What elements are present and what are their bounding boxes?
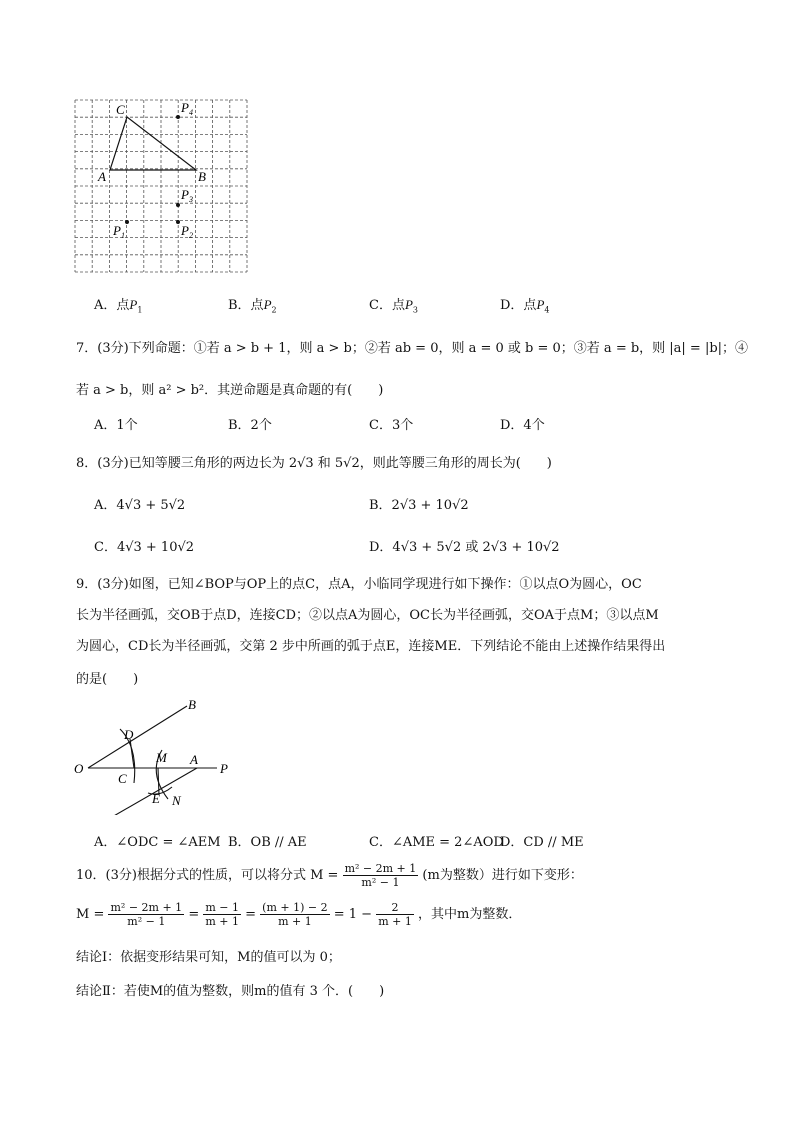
ray-ob [88, 706, 187, 768]
label-p4: $P_4$ [181, 100, 193, 117]
label-d: D [124, 727, 134, 742]
fraction-m-def: $\frac{\text{m² − 2m + 1}}{\text{m² − 1}}$ [344, 862, 417, 889]
label-p2: $P_2$ [181, 223, 193, 240]
q7-option-c[interactable]: C．3个 [369, 418, 414, 433]
q9-option-d[interactable]: D．CD // ME [500, 835, 584, 850]
q9-option-c[interactable]: C．∠AME = 2∠AOD [369, 835, 504, 850]
q10-stem-line1: 10．(3分)根据分式的性质，可以将分式 M = $\frac{\text{m² − 2m + 1}}{\text{m² − 1}}$ (m为整数）进行如下变形： [76, 862, 583, 889]
point-p4 [176, 115, 180, 119]
fraction-step3: $\frac{(m + 1) - 2}{m + 1}$ [262, 901, 328, 928]
fraction-step1: $\frac{\text{m² − 2m + 1}}{\text{m² − 1}}$ [110, 901, 183, 928]
q7-stem-line2: 若 a > b，则 a² > b²．其逆命题是真命题的有( ) [76, 383, 384, 398]
label-m: M [156, 750, 167, 765]
q10-stem-line2: M = $\frac{\text{m² − 2m + 1}}{\text{m² − 1}}$ = $\frac{m - 1}{m + 1}$ = $\frac{(m + 1) - 2}{m + 1}$ = 1 − $\frac{2}{m + 1}$ ，其中m为整数． [76, 901, 522, 928]
fraction-step4: $\frac{2}{m + 1}$ [378, 901, 412, 928]
point-p1 [125, 220, 129, 224]
label-a: A [98, 169, 106, 184]
label-c: C [118, 771, 127, 786]
q8-stem: 8．(3分)已知等腰三角形的两边长为 2√3 和 5√2，则此等腰三角形的周长为( ) [76, 456, 552, 471]
label-e: E [152, 791, 160, 806]
triangle-abc [110, 117, 196, 170]
label-p: P [220, 761, 228, 776]
q9-stem-line1: 9．(3分)如图，已知∠BOP与OP上的点C，点A，小临同学现进行如下操作：①以点O为圆心，OC [76, 577, 642, 592]
q7-option-d[interactable]: D．4个 [500, 418, 545, 433]
q8-option-d[interactable]: D．4√3 + 5√2 或 2√3 + 10√2 [369, 540, 560, 555]
q8-option-a[interactable]: A．4√3 + 5√2 [94, 498, 186, 513]
q8-option-b[interactable]: B．2√3 + 10√2 [369, 498, 469, 513]
point-p2 [176, 220, 180, 224]
label-p1: $P_1$ [113, 223, 125, 240]
label-b: B [198, 169, 206, 184]
label-b: B [188, 697, 196, 712]
q6-option-d[interactable]: D．点$P_4$ [500, 297, 550, 315]
label-n: N [172, 793, 181, 808]
q9-option-b[interactable]: B．OB // AE [228, 835, 307, 850]
q7-option-b[interactable]: B．2个 [228, 418, 272, 433]
q7-option-a[interactable]: A．1个 [94, 418, 138, 433]
q9-stem-line3: 为圆心，CD长为半径画弧，交第 2 步中所画的弧于点E，连接ME．下列结论不能由上述操作结果得出 [76, 639, 666, 654]
point-p3 [176, 203, 180, 207]
q6-option-a[interactable]: A．点$P_1$ [94, 297, 143, 315]
q9-option-a[interactable]: A．∠ODC = ∠AEM [94, 835, 221, 850]
q10-conclusion-1: 结论Ⅰ：依据变形结果可知，M的值可以为 0； [76, 950, 341, 965]
q10-conclusion-2: 结论Ⅱ：若使M的值为整数，则m的值有 3 个．( ) [76, 984, 385, 999]
q9-stem-line2: 长为半径画弧，交OB于点D，连接CD；②以点A为圆心，OC长为半径画弧，交OA于点M；③以点M [76, 608, 659, 623]
q6-option-b[interactable]: B．点$P_2$ [228, 297, 277, 315]
label-p3: $P_3$ [181, 187, 193, 204]
label-o: O [74, 761, 84, 776]
construction-figure [72, 695, 242, 815]
q9-stem-line4: 的是( ) [76, 672, 139, 687]
q8-option-c[interactable]: C．4√3 + 10√2 [94, 540, 195, 555]
q7-stem-line1: 7．(3分)下列命题：①若 a > b + 1，则 a > b；②若 ab = 0，则 a = 0 或 b = 0；③若 a = b，则 |a| = |b|；④ [76, 341, 749, 356]
label-a: A [190, 752, 198, 767]
q6-option-c[interactable]: C．点$P_3$ [369, 297, 418, 315]
fraction-step2: $\frac{m - 1}{m + 1}$ [205, 901, 239, 928]
grid-figure [70, 95, 255, 280]
label-c: C [116, 102, 125, 117]
